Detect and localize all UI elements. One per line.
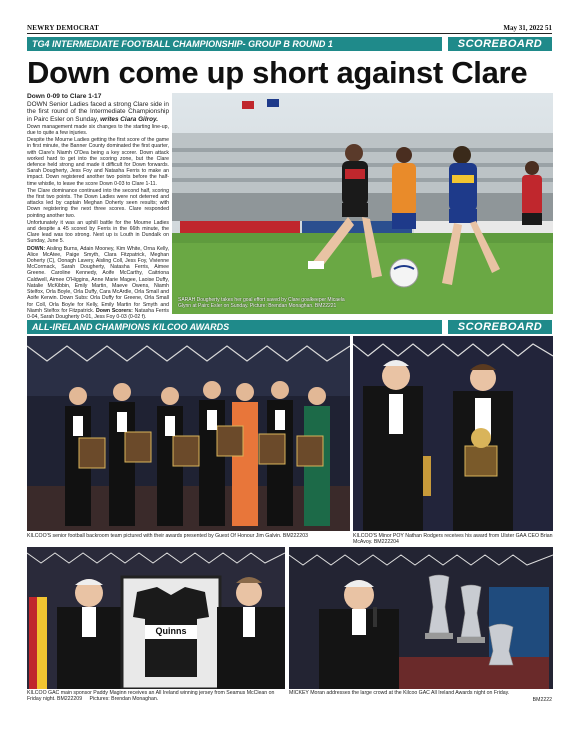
photo-backroom-caption: KILCOO'S senior football backroom team pictured with their awards presented by Guest Of Honour Jim Galvin. BM222203	[27, 533, 308, 539]
photo-minor-poy-caption: KILCOO'S Minor POY Nathan Rodgers receives his award from Ulster GAA CEO Brian McAvoy. BM222204	[353, 533, 553, 546]
article-body	[27, 93, 169, 321]
photo-football-caption: SARAH Dougherty takes her goal effort saved by Clare goalkeeper Micaela Glynn at Pairc Esler on Sunday. Picture: Brendan Monaghan. BM22221	[178, 297, 345, 309]
headline: Down come up short against Clare	[27, 55, 528, 90]
photo-minor-poy	[353, 336, 553, 531]
article-teams: DOWN: Aisling Burns, Adain Mooney, Kim White, Orna Kelly, Alice McAtee, Paige Smyth, Clara Fitzpatrick, Meghan Doherty (C), Oonagh Lavery, Aisling Coll, Jess Foy, Vivienne McCormack, Sarah Dougherty, Natasha Ferris, Aimee Greene. Caroline Kennedy, Aoife McCarthy, Caitriona Caldwell, Aimee O'Higgins, Anne Marie Magee, Laoise Duffy, Natalie McKibbin, Emily Martin, Maeve Owens, Niamh Stelfox, Orla Boyle, Orla Duffy, Cara McArdle, Orla Small and Aoife Kerwin. Down Subs: Orla Duffy for Greene, Orla Small for Coll, Orla Boyle for Kelly, Emily Martin for Smyth and Niamh Stelfox for Fitzpatrick. Down Scorers: Natasha Ferris 0-04, Sarah Dougherty 0-01, Jess Foy 0-03 (0-02 f).	[27, 245, 169, 320]
article-p3: The Clare dominance continued into the second half, scoring the first two points. The Down Ladies were not deterred and attacks led by captain Meghan Doherty seen results; with Down registering the next three scores. Clare responded pointing another two.	[27, 187, 169, 219]
photo-football-action	[172, 93, 553, 314]
article-score: Down 0-09 to Clare 1-17	[27, 93, 102, 100]
photo-mickey-moran	[289, 547, 553, 689]
photo-backroom-team	[27, 336, 350, 531]
badge-score-2: SCORE	[457, 321, 500, 333]
photo-credit: Pictures: Brendan Monaghan.	[89, 696, 159, 703]
scoreboard-badge	[448, 37, 552, 51]
photo-jersey-presentation	[27, 547, 285, 689]
photo-moran-code: BM2222	[532, 697, 552, 703]
jersey-sponsor-text: Quinns	[155, 626, 187, 636]
photo-jersey-caption: KILCOO GAC main sponsor Paddy Maginn receives an All Ireland winning jersey from Seamus McClean on Friday night. BM222209 Pictures: Brendan Monaghan.	[27, 690, 275, 703]
scoreboard-badge-2	[448, 320, 552, 334]
photo-moran-caption: MICKEY Moran addresses the large crowd at the Kilcoo GAC All Ireland Awards night on Friday.	[289, 690, 510, 696]
section-bar-awards: ALL-IRELAND CHAMPIONS KILCOO AWARDS	[27, 320, 442, 334]
section-bar-football: TG4 INTERMEDIATE FOOTBALL CHAMPIONSHIP- GROUP B ROUND 1	[27, 37, 442, 51]
article-lede: DOWN Senior Ladies faced a strong Clare side in the first round of the Intermediate Championship in Pairc Esler on Sunday, writes Ciara Gilroy.	[27, 101, 169, 123]
article-p1: Down management made six changes to the starting line-up, due to quite a few injuries.	[27, 123, 169, 137]
issue-date: May 31, 2022 51	[503, 24, 552, 32]
top-rule	[27, 33, 552, 34]
article-p2: Despite the Mourne Ladies getting the first score of the game in first minute, the Banner County dominated the first quarter, with Clare's Niamh O'Dea being a key scorer. Down attack worked hard to get into the scoring zone, but the Clare defence held strong and made it difficult for Down forwards. Sarah Dougherty, Jess Foy and Natasha Ferris to make an impact. Down registered another two points before the half-time whistle, to leave the score Down 0-03 to Clare 1-11.	[27, 137, 169, 187]
badge-board: BOARD	[499, 38, 543, 50]
article-p4: Unfortunately it was an uphill battle for the Mourne Ladies and despite a 45 scored by Ferris in the 66th minute, the Clare lead was too strong. Next up is Louth in Dundalk on Sunday, June 5.	[27, 219, 169, 245]
article-byline: writes Ciara Gilroy.	[100, 115, 159, 123]
badge-board-2: BOARD	[499, 321, 543, 333]
publication-name: NEWRY DEMOCRAT	[27, 24, 99, 32]
badge-score: SCORE	[457, 38, 500, 50]
